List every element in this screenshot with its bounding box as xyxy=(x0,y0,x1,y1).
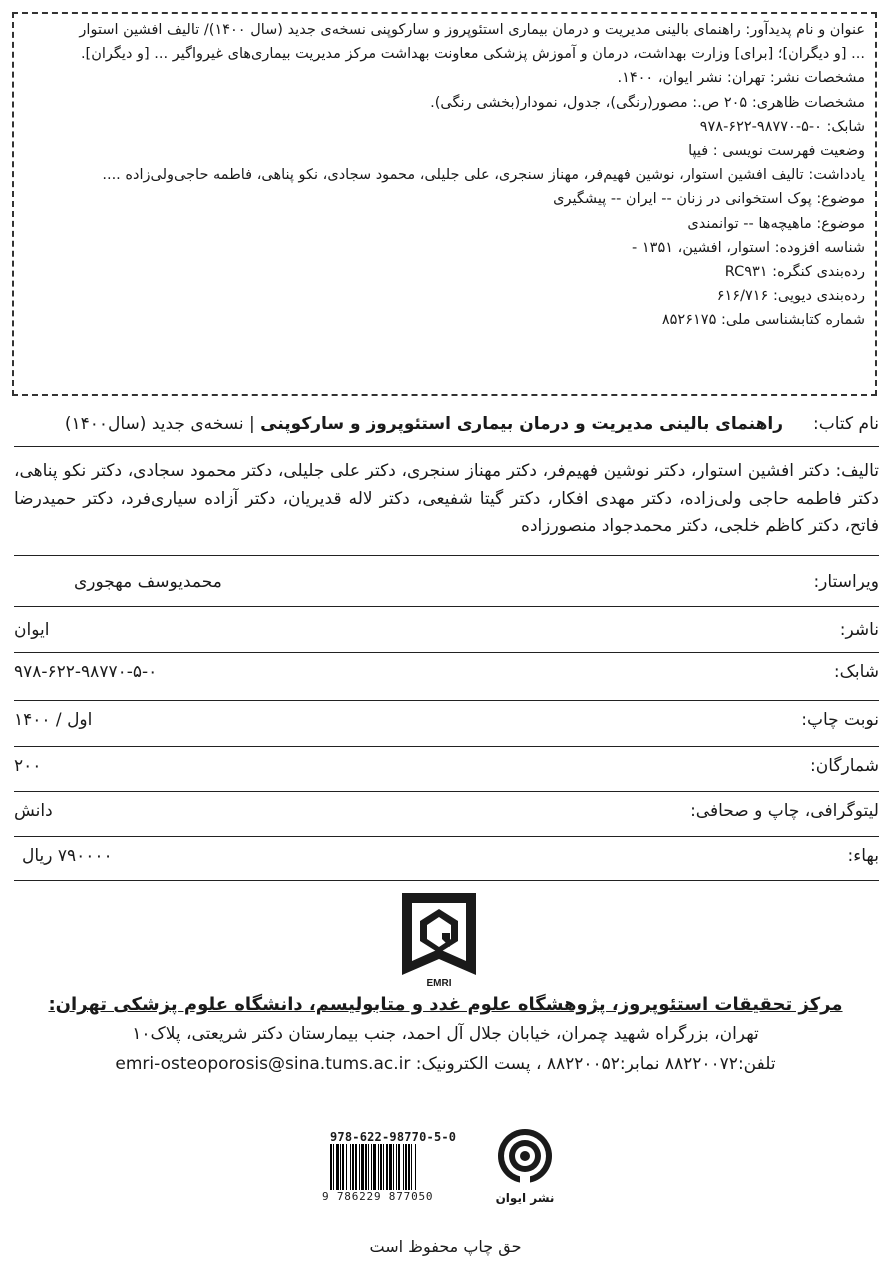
divider xyxy=(14,555,879,556)
field-label: ناشر: xyxy=(839,620,879,640)
barcode-bar xyxy=(340,1144,341,1190)
divider xyxy=(14,836,879,837)
field-label: شمارگان: xyxy=(810,756,879,776)
cip-line: ... [و دیگران]؛ [برای] وزارت بهداشت، درمان و آموزش پزشکی معاونت بهداشت مرکز مدیریت بیماری‌های غیرواگیر ... [و دیگران]. xyxy=(80,46,865,63)
field-label: لیتوگرافی، چاپ و صحافی: xyxy=(690,801,879,821)
cip-line: رده‌بندی کنگره: RC۹۳۱ xyxy=(724,264,865,281)
barcode-bar xyxy=(383,1144,384,1190)
barcode-bar xyxy=(342,1144,344,1190)
barcode-bar xyxy=(355,1144,357,1190)
field-label: شابک: xyxy=(833,662,879,682)
cip-line: موضوع: پوک استخوانی در زنان -- ایران -- پیشگیری xyxy=(553,191,865,208)
emri-logo-text: EMRI xyxy=(426,978,452,989)
institute-contact xyxy=(0,1054,891,1074)
cip-line: شابک: ۰-۵-۹۸۷۷۰-۶۲۲-۹۷۸ xyxy=(699,118,865,135)
field-label: بهاء: xyxy=(847,846,879,866)
barcode-bar xyxy=(396,1144,397,1190)
publisher-logo xyxy=(490,1126,560,1208)
book-title-suffix: | نسخه‌ی جدید (سال۱۴۰۰) xyxy=(64,414,261,434)
book-title: راهنمای بالینی مدیریت و درمان بیماری استئوپروز و سارکوپنی xyxy=(260,414,783,434)
institute-email[interactable]: emri-osteoporosis@sina.tums.ac.ir xyxy=(115,1054,411,1074)
field-value: ۲۰۰ xyxy=(14,756,42,776)
field-value: ایوان xyxy=(14,620,50,640)
barcode-bar xyxy=(359,1144,360,1190)
field-circulation xyxy=(14,756,879,784)
barcode-isbn-text: 978-622-98770-5-0 xyxy=(330,1130,457,1144)
field-label: نوبت چاپ: xyxy=(801,710,879,730)
divider xyxy=(14,606,879,607)
barcode-bar xyxy=(330,1144,332,1190)
barcode-bar xyxy=(393,1144,394,1190)
divider xyxy=(14,652,879,653)
field-printing xyxy=(14,801,879,829)
cip-line: عنوان و نام پدیدآور: راهنمای بالینی مدیریت و درمان بیماری استئوپروز و سارکوپنی نسخه‌ی جدید (سال ۱۴۰۰)/ تالیف افشین استوار xyxy=(79,22,865,38)
barcode-bar xyxy=(336,1144,339,1190)
cip-line: شماره کتابشناسی ملی: ۸۵۲۶۱۷۵ xyxy=(661,312,865,329)
barcode-bar xyxy=(398,1144,400,1190)
authors-paragraph: تالیف: دکتر افشین استوار، دکتر نوشین فهیم‌فر، دکتر مهناز سنجری، دکتر علی جلیلی، دکتر محمود سجادی، دکتر نکو پناهی، دکتر فاطمه حاجی ولی‌زاده، دکتر مهدی افکار، دکتر گیتا شفیعی، دکتر لاله قدیریان، دکتر آزاده سیاری‌فرد، دکتر حمیدرضا فاتح، دکتر کاظم خلجی، دکتر محمدجواد منصورزاده xyxy=(14,461,879,536)
barcode-bar xyxy=(371,1144,372,1190)
barcode-bar xyxy=(352,1144,354,1190)
field-value: ۷۹۰۰۰۰ ریال xyxy=(22,846,113,866)
barcode-digits: 9 786229 877050 xyxy=(322,1190,434,1203)
emri-logo xyxy=(398,889,480,989)
barcode-bar xyxy=(408,1144,410,1190)
barcode-bar xyxy=(411,1144,412,1190)
field-value: محمدیوسف مهجوری xyxy=(74,572,222,592)
cip-line: شناسه افزوده: استوار، افشین، ۱۳۵۱ - xyxy=(632,239,865,256)
divider xyxy=(14,880,879,881)
book-title-row xyxy=(14,414,879,434)
field-price xyxy=(14,846,879,874)
barcode-bar xyxy=(368,1144,369,1190)
field-value: دانش xyxy=(14,801,53,821)
book-title-label: نام کتاب: xyxy=(813,414,879,434)
barcode-bar xyxy=(380,1144,382,1190)
barcode-bar xyxy=(350,1144,351,1190)
field-isbn xyxy=(14,662,879,690)
barcode-bar xyxy=(373,1144,376,1190)
field-editor xyxy=(14,572,879,600)
barcode-bar xyxy=(378,1144,379,1190)
institute-name-text: مرکز تحقیقات استئوپروز، پژوهشگاه علوم غدد و متابولیسم، دانشگاه علوم پزشکی تهران: xyxy=(48,994,843,1015)
institute-phone: تلفن:۸۸۲۲۰۰۷۲ نمابر:۸۸۲۲۰۰۵۲ ، پست الکترونیک: xyxy=(410,1054,776,1074)
cip-line: یادداشت: تالیف افشین استوار، نوشین فهیم‌فر، مهناز سنجری، علی جلیلی، محمود سجادی، نکو پناهی، فاطمه حاجی‌ولی‌زاده .... xyxy=(102,167,865,184)
field-label: ویراستار: xyxy=(813,572,879,592)
barcode-bar xyxy=(415,1144,416,1190)
barcode-bar xyxy=(386,1144,388,1190)
divider xyxy=(14,746,879,747)
barcode-bar xyxy=(333,1144,334,1190)
cip-line: مشخصات نشر: تهران: نشر ایوان، ۱۴۰۰. xyxy=(617,70,865,87)
copyright-notice: حق چاپ محفوظ است xyxy=(369,1237,522,1256)
field-print-edition xyxy=(14,710,879,738)
cip-line: وضعیت فهرست نویسی : فیپا xyxy=(688,143,865,160)
divider xyxy=(14,700,879,701)
barcode-bar xyxy=(346,1144,347,1190)
barcode-bar xyxy=(365,1144,367,1190)
cip-line: مشخصات ظاهری: ۲۰۵ ص.: مصور(رنگی)، جدول، نمودار(بخشی رنگی). xyxy=(430,94,865,111)
institute-name xyxy=(0,994,891,1015)
barcode-bar xyxy=(361,1144,364,1190)
barcode-bar xyxy=(405,1144,407,1190)
cip-line: رده‌بندی دیویی: ۶۱۶/۷۱۶ xyxy=(716,288,865,305)
divider xyxy=(14,446,879,447)
barcode-bar xyxy=(403,1144,404,1190)
field-publisher xyxy=(14,620,879,648)
barcode-bar xyxy=(389,1144,392,1190)
institute-address: تهران، بزرگراه شهید چمران، خیابان جلال آل احمد، جنب بیمارستان دکتر شریعتی، پلاک۱۰ xyxy=(132,1024,759,1044)
field-value: اول / ۱۴۰۰ xyxy=(14,710,93,730)
divider xyxy=(14,791,879,792)
cip-box xyxy=(12,12,877,396)
cip-line: موضوع: ماهیچه‌ها -- توانمندی xyxy=(687,215,865,232)
publisher-logo-text: نشر ایوان xyxy=(495,1191,555,1205)
field-value: ۹۷۸-۶۲۲-۹۸۷۷۰-۵-۰ xyxy=(14,662,158,682)
